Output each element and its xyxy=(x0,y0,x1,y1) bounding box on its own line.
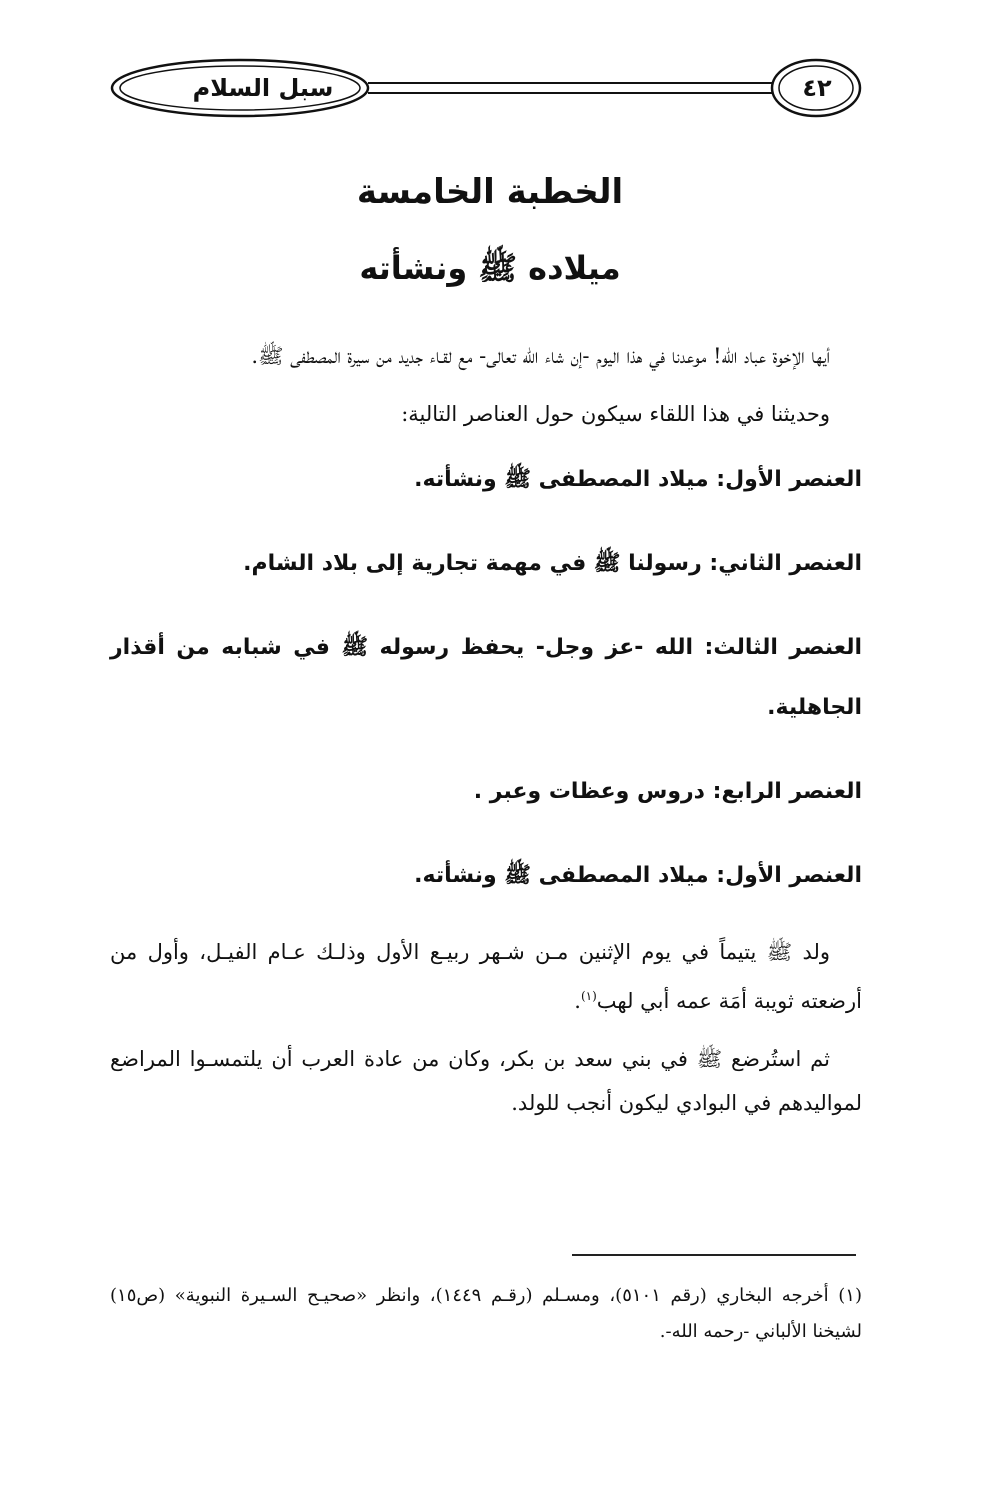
element-text: رسولنا ﷺ في مهمة تجارية إلى بلاد الشام. xyxy=(243,551,702,576)
element-one xyxy=(110,450,862,510)
footnote: (١) أخرجه البخاري (رقم ٥١٠١)، ومسـلم (رقـم ١٤٤٩)، وانظر «صحيـح السـيرة النبوية» (ص١٥) لشيخنا الألباني -رحمه الله-. xyxy=(110,1285,862,1342)
intro-elements-lead: وحديثنا في هذا اللقاء سيكون حول العناصر التالية: xyxy=(401,402,830,426)
element-text: الله -عز وجل- يحفظ رسوله ﷺ في شبابه من أقذار الجاهلية. xyxy=(110,635,862,720)
element-label: العنصر الرابع: xyxy=(712,779,862,804)
birth-text-end: . xyxy=(574,989,581,1013)
birth-text: ولد ﷺ يتيماً في يوم الإثنين مـن شـهر ربيـع الأول وذلـك عـام الفيـل، وأول من أرضعته ثويبة أمَة عمه أبي لهب xyxy=(110,940,862,1013)
page-number: ٤٢ xyxy=(802,74,832,102)
element-text: ميلاد المصطفى ﷺ ونشأته. xyxy=(414,467,709,492)
element-two xyxy=(110,534,862,594)
element-three xyxy=(110,618,862,738)
footnote-divider xyxy=(572,1254,856,1256)
section-heading xyxy=(110,846,862,906)
element-label: العنصر الثاني: xyxy=(709,551,862,576)
element-label: العنصر الأول: xyxy=(716,467,862,492)
footnote-reference: (١) xyxy=(580,989,597,1003)
sermon-subtitle: ميلاده ﷺ ونشأته xyxy=(359,249,621,287)
birth-paragraph xyxy=(110,930,862,1023)
section-label: العنصر الأول: xyxy=(716,863,862,888)
body-text xyxy=(110,334,862,1139)
element-four xyxy=(110,762,862,822)
element-label: العنصر الثالث: xyxy=(704,635,862,660)
book-title: سبل السلام xyxy=(192,74,334,102)
sermon-title: الخطبة الخامسة xyxy=(356,172,624,212)
intro-paragraph: أيها الإخوة عباد الله! موعدنا في هذا اليوم -إن شاء الله تعالى- مع لقـاء جديد من سيرة المصطفى ﷺ. xyxy=(251,344,830,368)
page-header xyxy=(0,0,984,160)
element-text: دروس وعظات وعبر . xyxy=(473,779,705,804)
nursing-paragraph: ثم استُرضع ﷺ في بني سعد بن بكر، وكان من عادة العرب أن يلتمسـوا المراضع لمواليدهم في البوادي ليكون أنجب للولد. xyxy=(110,1047,862,1115)
section-text: ميلاد المصطفى ﷺ ونشأته. xyxy=(414,863,709,888)
